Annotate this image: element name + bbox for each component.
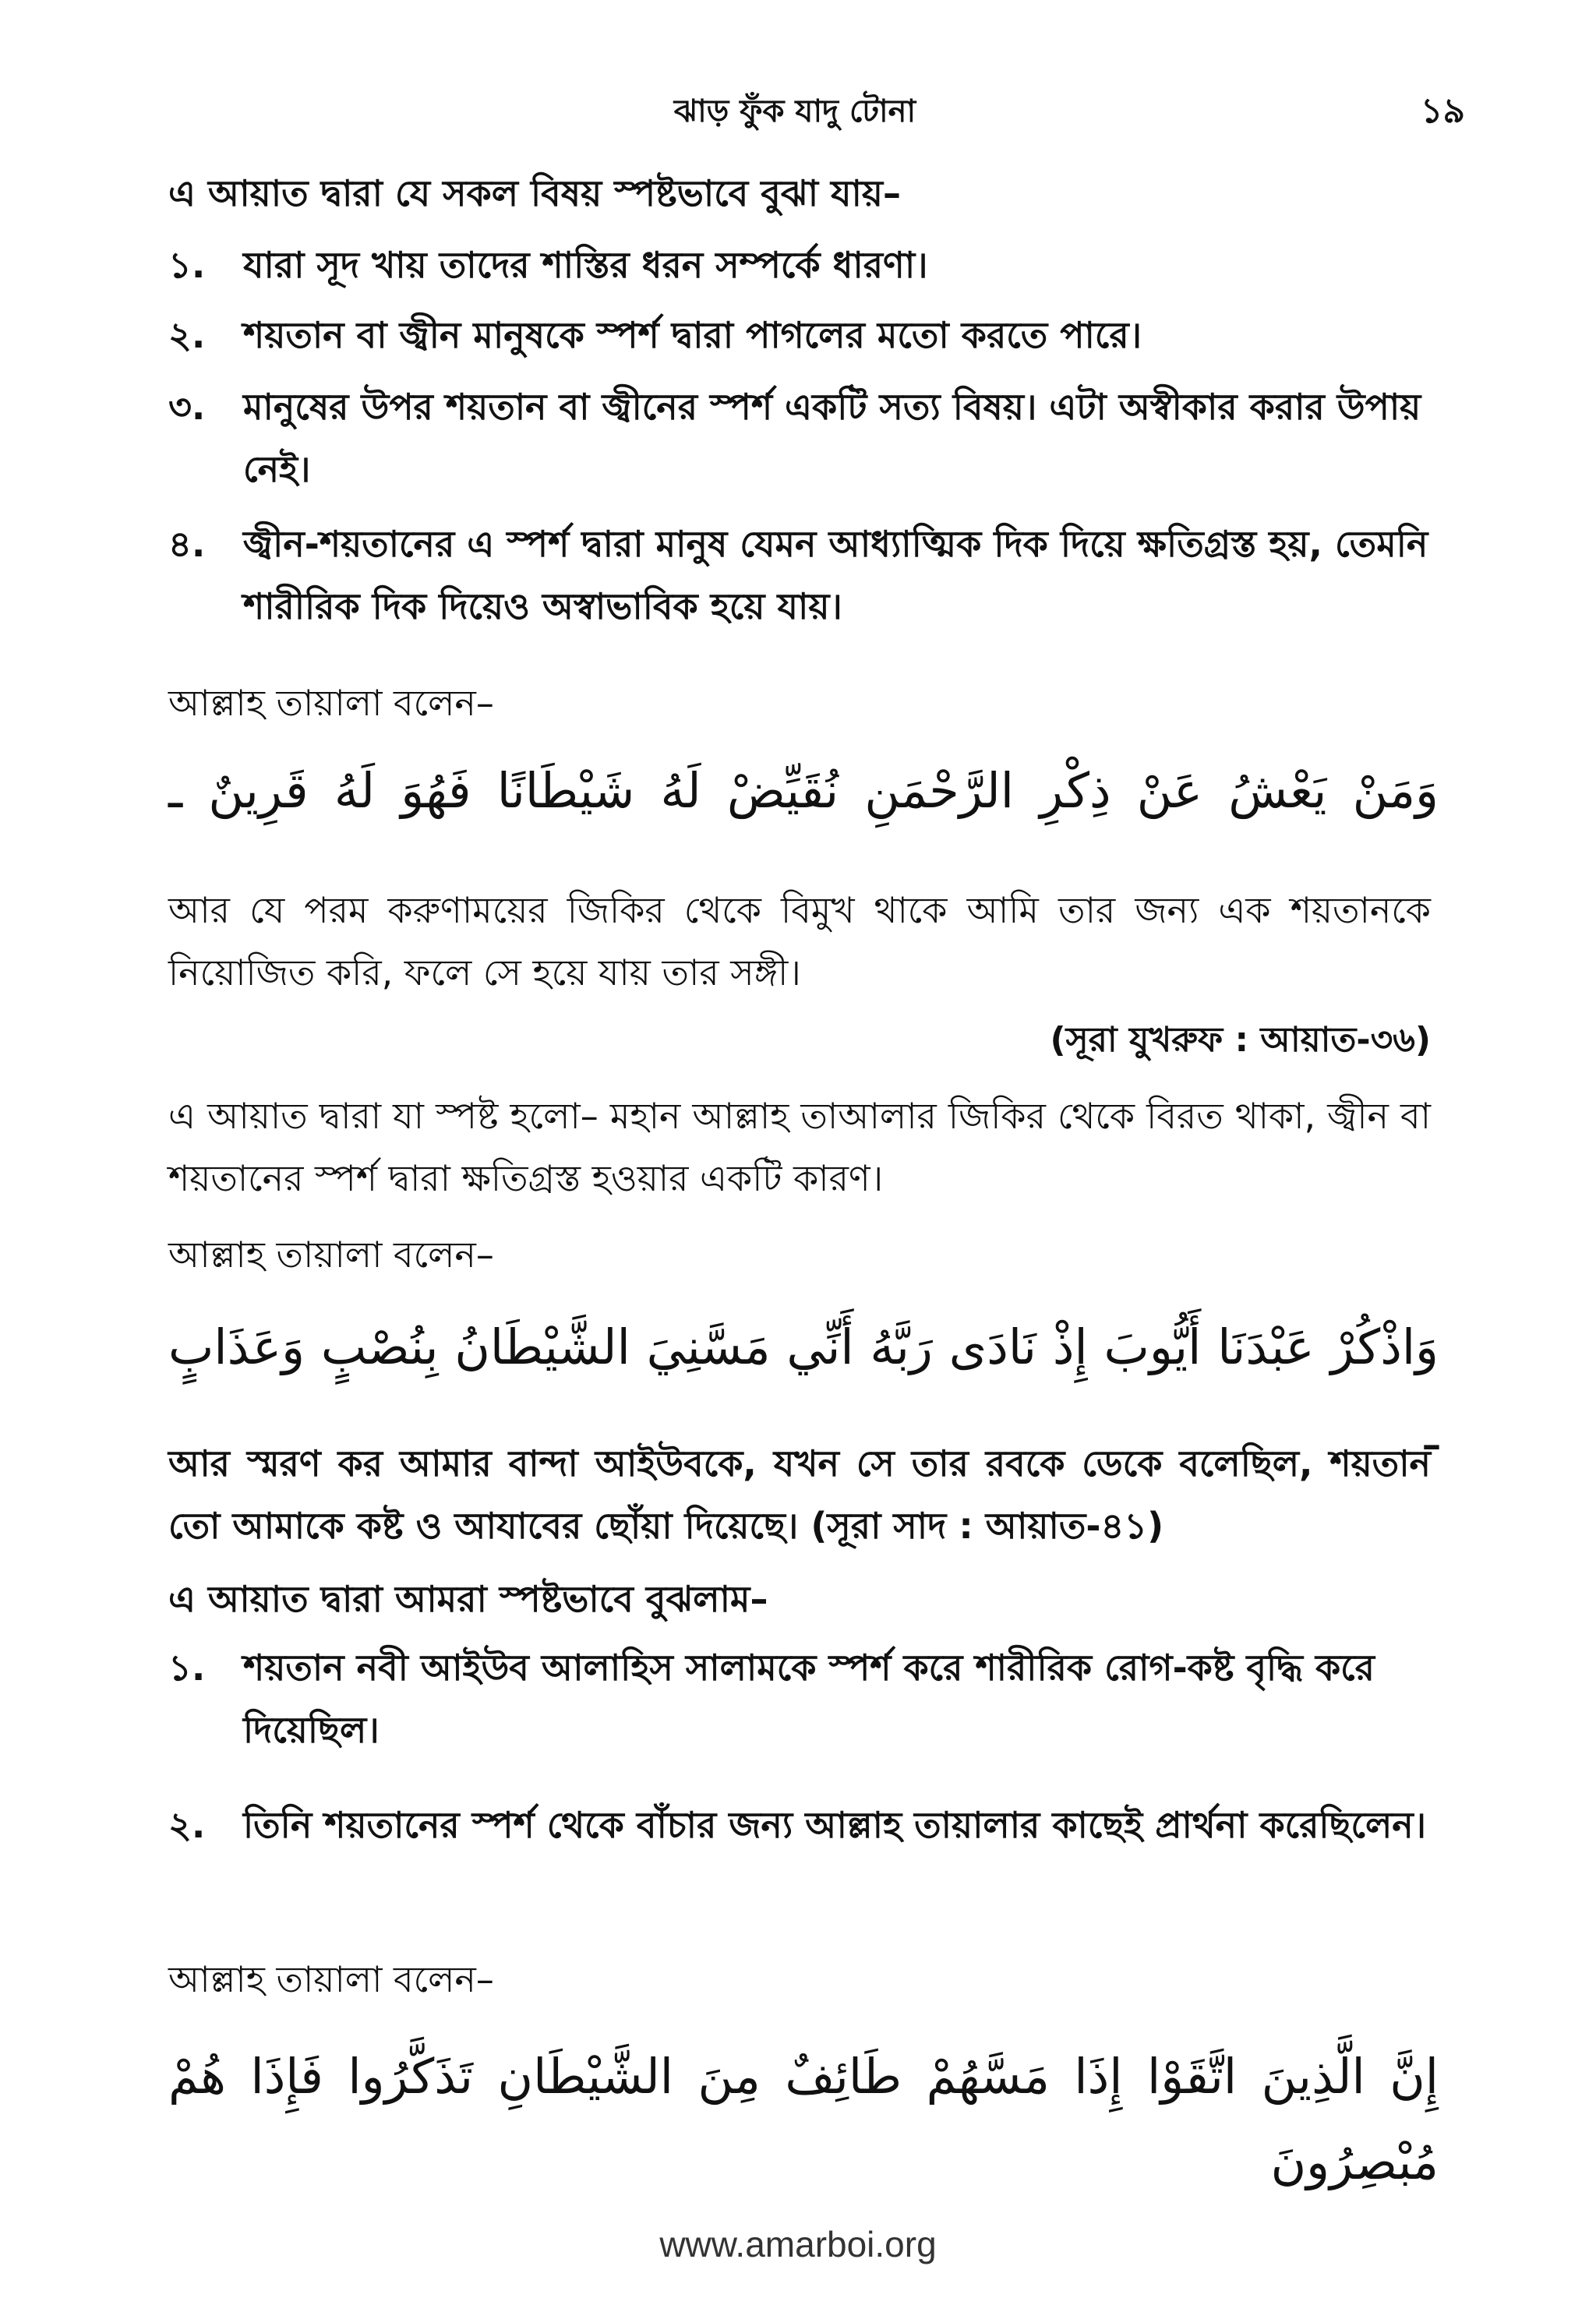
arabic-verse: إِنَّ الَّذِينَ اتَّقَوْا إِذَا مَسَّهُمْ طَائِفٌ مِنَ الشَّيْطَانِ تَذَكَّرُوا فَإِذَا هُمْ مُبْصِرُونَ <box>168 2048 1439 2190</box>
arabic-verse: وَاذْكُرْ عَبْدَنَا أَيُّوبَ إِذْ نَادَى رَبَّهُ أَنِّي مَسَّنِيَ الشَّيْطَانُ بِنُصْبٍ وَعَذَابٍ ـ <box>168 1318 1439 1461</box>
arabic-verse: وَمَنْ يَعْشُ عَنْ ذِكْرِ الرَّحْمَنِ نُقَيِّضْ لَهُ شَيْطَانًا فَهُوَ لَهُ قَرِينٌ ـ <box>168 762 1439 819</box>
verse-translation: আর যে পরম করুণাময়ের জিকির থেকে বিমুখ থাকে আমি তার জন্য এক শয়তানকে নিয়োজিত করি, ফলে সে হয়ে যায় তার সঙ্গী। <box>168 889 1431 994</box>
list-item <box>168 1636 1431 1761</box>
list-item-text: জ্বীন-শয়তানের এ স্পর্শ দ্বারা মানুষ যেমন আধ্যাত্মিক দিক দিয়ে ক্ষতিগ্রস্ত হয়, তেমনি শারীরিক দিক দিয়েও অস্বাভাবিক হয়ে যায়। <box>243 523 1428 627</box>
page-number: ১৯ <box>1420 91 1465 131</box>
footer-watermark: www.amarboi.org <box>659 2224 937 2264</box>
list-item-number: ৪. <box>168 523 206 565</box>
page-header <box>0 84 1596 139</box>
running-title: ঝাড় ফুঁক যাদু টোনা <box>673 94 916 129</box>
list-item-text: শয়তান নবী আইউব আলাহিস সালামকে স্পর্শ করে শারীরিক রোগ-কষ্ট বৃদ্ধি করে দিয়েছিল। <box>243 1647 1375 1751</box>
list-item-number: ৩. <box>168 386 206 428</box>
section1-intro: এ আয়াত দ্বারা যে সকল বিষয় স্পষ্টভাবে বুঝা যায়– <box>168 172 901 214</box>
list-item <box>168 513 1431 637</box>
section2-intro: এ আয়াত দ্বারা আমরা স্পষ্টভাবে বুঝলাম– <box>168 1578 768 1620</box>
list-item <box>168 304 1431 366</box>
list-item-number: ১. <box>168 1647 206 1689</box>
list-item <box>168 376 1431 500</box>
list-item-text: মানুষের উপর শয়তান বা জ্বীনের স্পর্শ একটি সত্য বিষয়। এটা অস্বীকার করার উপায় নেই। <box>243 386 1421 490</box>
list-item <box>168 1794 1431 1856</box>
list-item-number: ২. <box>168 314 206 356</box>
allah-says-heading: আল্লাহ তায়ালা বলেন– <box>168 1958 494 2000</box>
verse-citation: (সূরা যুখরুফ : আয়াত-৩৬) <box>1050 1020 1431 1060</box>
list-item-text: তিনি শয়তানের স্পর্শ থেকে বাঁচার জন্য আল্লাহ তায়ালার কাছেই প্রার্থনা করেছিলেন। <box>243 1804 1427 1846</box>
verse-translation: আর স্মরণ কর আমার বান্দা আইউবকে, যখন সে তার রবকে ডেকে বলেছিল, শয়তান তো আমাকে কষ্ট ও আযাবের ছোঁয়া দিয়েছে। (সূরা সাদ : আয়াত-৪১) <box>168 1442 1431 1547</box>
verse-explanation: এ আয়াত দ্বারা যা স্পষ্ট হলো– মহান আল্লাহ তাআলার জিকির থেকে বিরত থাকা, জ্বীন বা শয়তানের স্পর্শ দ্বারা ক্ষতিগ্রস্ত হওয়ার একটি কারণ। <box>168 1095 1431 1199</box>
allah-says-heading: আল্লাহ তায়ালা বলেন– <box>168 682 494 724</box>
list-item-number: ২. <box>168 1804 206 1846</box>
list-item-text: শয়তান বা জ্বীন মানুষকে স্পর্শ দ্বারা পাগলের মতো করতে পারে। <box>243 314 1142 356</box>
list-item-text: যারা সূদ খায় তাদের শাস্তির ধরন সম্পর্কে ধারণা। <box>243 244 928 286</box>
list-item <box>168 234 1431 296</box>
allah-says-heading: আল্লাহ তায়ালা বলেন– <box>168 1234 494 1276</box>
list-item-number: ১. <box>168 244 206 286</box>
